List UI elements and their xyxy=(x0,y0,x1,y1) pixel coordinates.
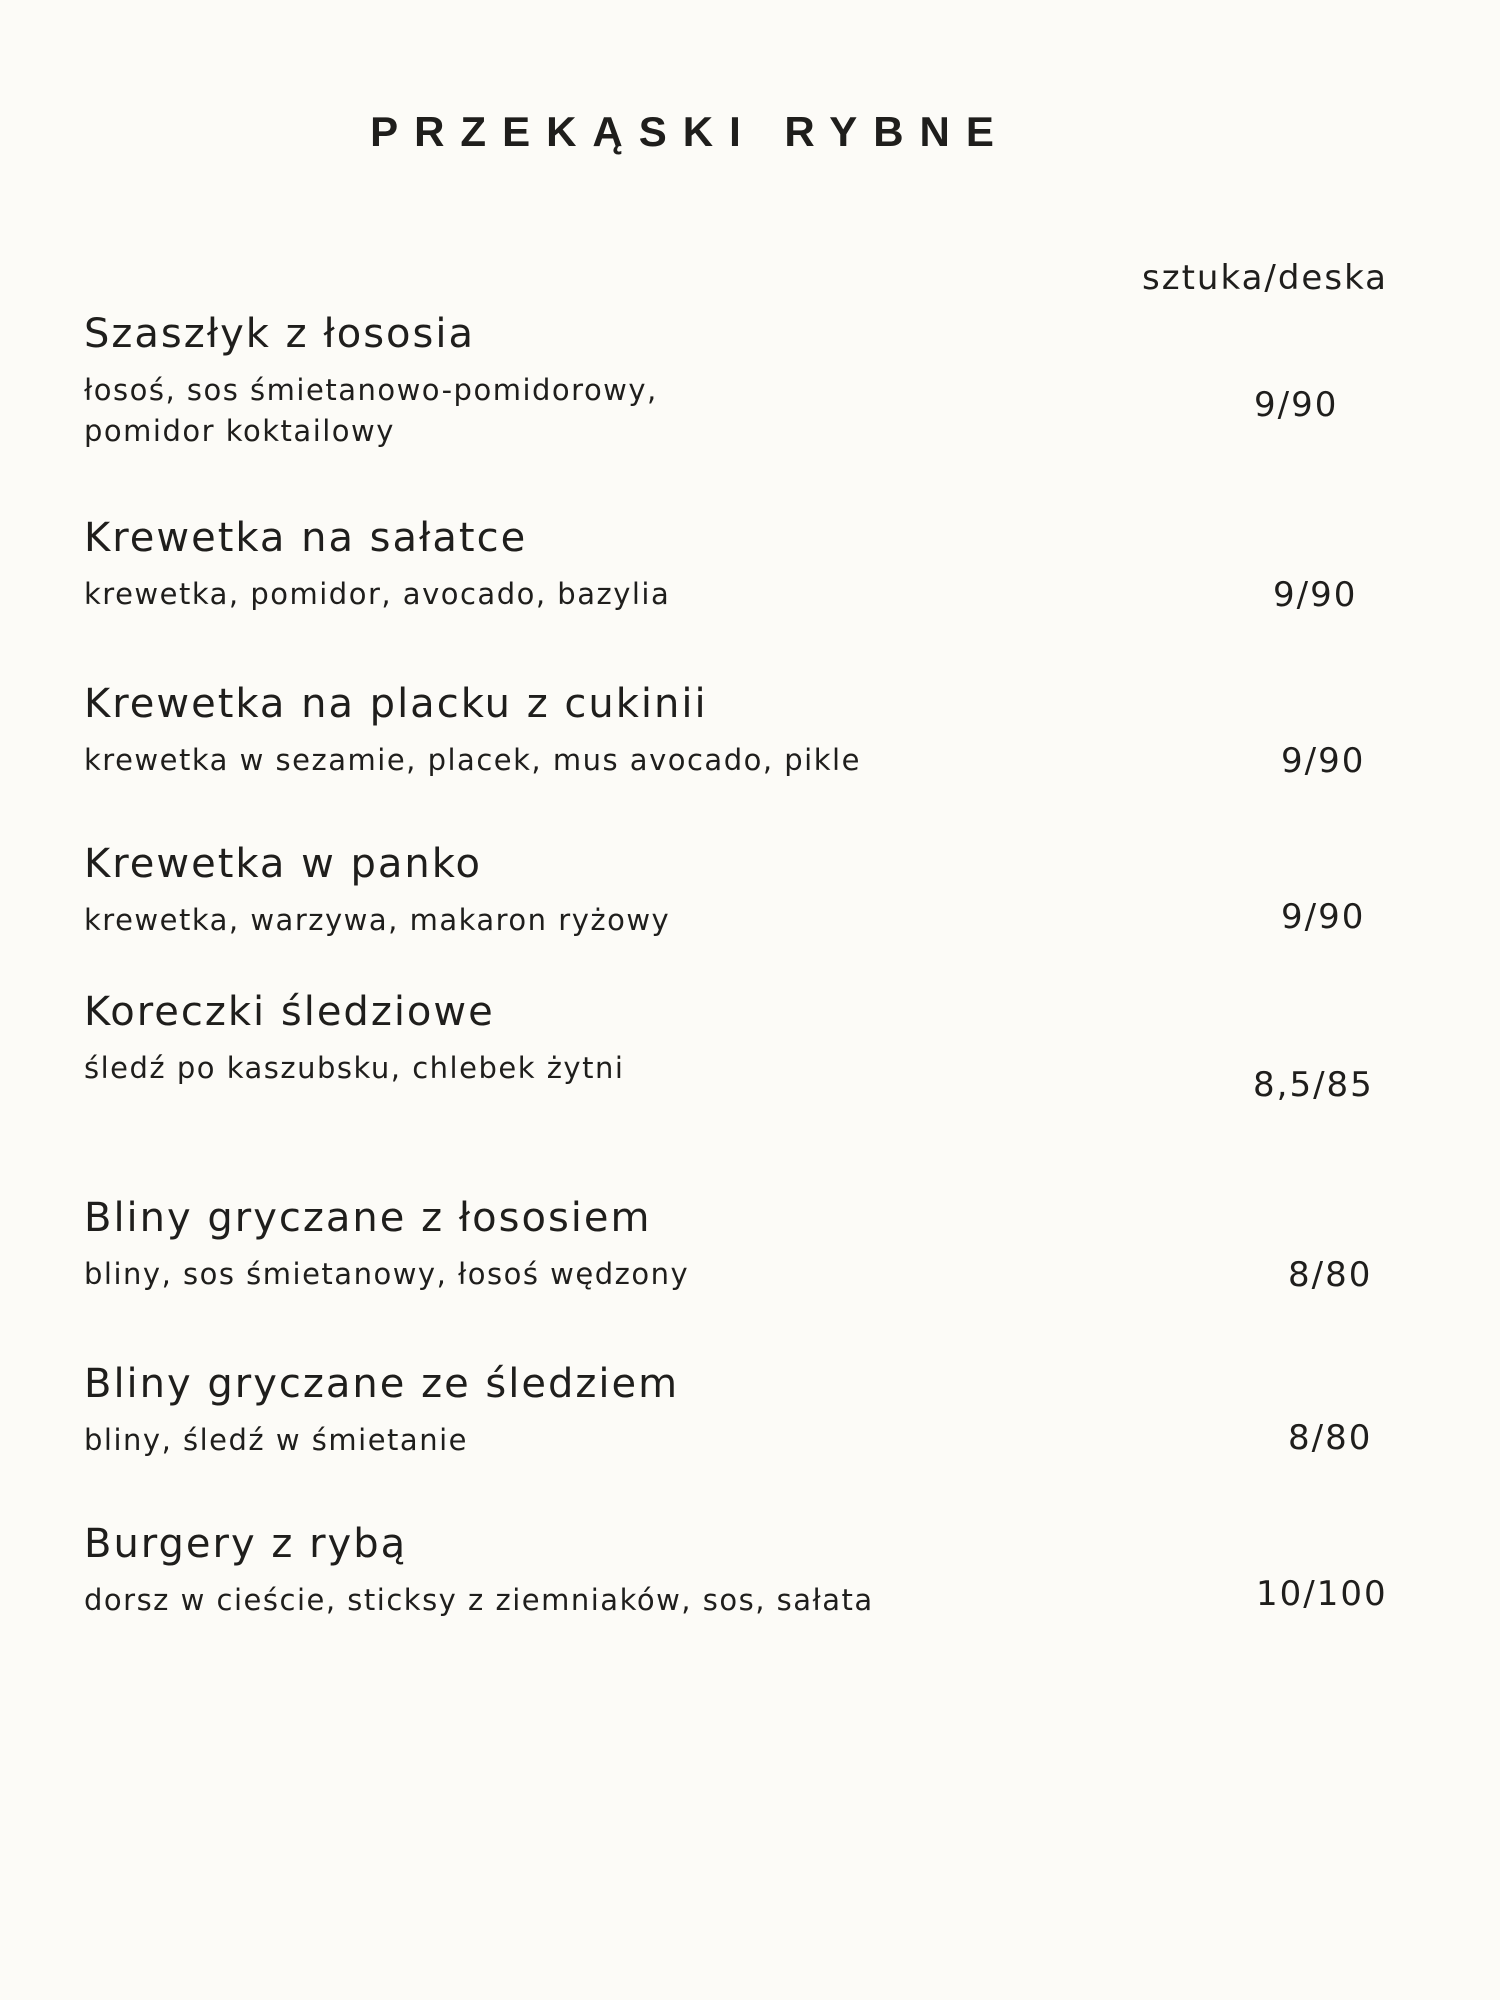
item-price: 9/90 xyxy=(1254,385,1339,425)
page-title: PRZEKĄSKI RYBNE xyxy=(370,108,1010,155)
item-name: Bliny gryczane z łososiem xyxy=(84,1195,652,1241)
menu-item xyxy=(84,310,1414,452)
item-description: śledź po kaszubsku, chlebek żytni xyxy=(84,1051,625,1085)
menu-item xyxy=(84,1194,1414,1295)
item-name: Burgery z rybą xyxy=(84,1521,408,1567)
price-column-header: sztuka/deska xyxy=(1142,258,1388,298)
menu-item xyxy=(84,840,1414,941)
item-price: 10/100 xyxy=(1256,1574,1388,1614)
item-name: Szaszłyk z łososia xyxy=(84,311,475,357)
item-description: bliny, sos śmietanowy, łosoś wędzony xyxy=(84,1257,690,1291)
item-name: Krewetka na placku z cukinii xyxy=(84,681,708,727)
item-name: Koreczki śledziowe xyxy=(84,989,495,1035)
item-name: Bliny gryczane ze śledziem xyxy=(84,1361,680,1407)
item-description: krewetka, pomidor, avocado, bazylia xyxy=(84,577,671,611)
item-price: 8,5/85 xyxy=(1253,1065,1374,1105)
item-name: Krewetka na sałatce xyxy=(84,515,528,561)
menu-item xyxy=(84,680,1414,781)
item-price: 8/80 xyxy=(1288,1255,1373,1295)
item-price: 9/90 xyxy=(1281,897,1366,937)
item-price: 9/90 xyxy=(1273,575,1358,615)
item-name: Krewetka w panko xyxy=(84,841,482,887)
item-description: krewetka, warzywa, makaron ryżowy xyxy=(84,903,671,937)
menu-item xyxy=(84,1360,1414,1461)
item-description: dorsz w cieście, sticksy z ziemniaków, sos, sałata xyxy=(84,1583,874,1617)
menu-item xyxy=(84,988,1414,1089)
item-description: łosoś, sos śmietanowo-pomidorowy, pomidor koktailowy xyxy=(84,373,658,448)
menu-item xyxy=(84,514,1414,615)
item-description: krewetka w sezamie, placek, mus avocado, pikle xyxy=(84,743,861,777)
item-description: bliny, śledź w śmietanie xyxy=(84,1423,468,1457)
item-price: 8/80 xyxy=(1288,1418,1373,1458)
menu-item xyxy=(84,1520,1414,1621)
item-price: 9/90 xyxy=(1281,741,1366,781)
